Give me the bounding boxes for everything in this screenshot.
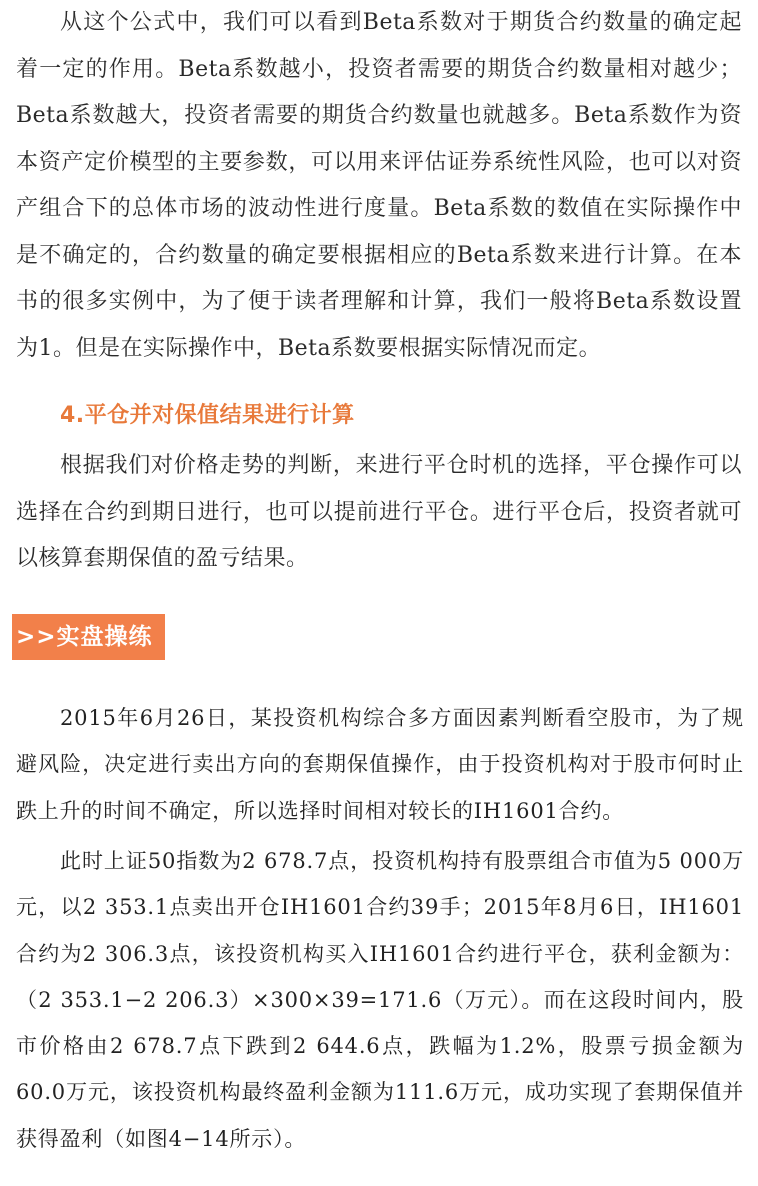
case-paragraph-1: 2015年6月26日，某投资机构综合多方面因素判断看空股市，为了规避风险，决定进行卖出方向的套期保值操作，由于投资机构对于股市何时止跌上升的时间不确定，所以选择时间相对较长的IH1601合约。	[16, 706, 744, 823]
case-paragraph-2: 此时上证50指数为2 678.7点，投资机构持有股票组合市值为5 000万元，以2 353.1点卖出开仓IH1601合约39手；2015年8月6日，IH1601合约为2 306.3点，该投资机构买入IH1601合约进行平仓，获利金额为：（2 353.1−2 206.3）×300×39=171.6（万元）。而在这段时间内，股市价格由2 678.7点下跌到2 644.6点，跌幅为1.2%，股票亏损金额为60.0万元，该投资机构最终盈利金额为111.6万元，成功实现了套期保值并获得盈利（如图4−14所示）。	[16, 849, 744, 1151]
practice-banner: >>实盘操练	[12, 614, 165, 660]
body-paragraph-beta: 从这个公式中，我们可以看到Beta系数对于期货合约数量的确定起着一定的作用。Beta系数越小，投资者需要的期货合约数量相对越少；Beta系数越大，投资者需要的期货合约数量也就越多。Beta系数作为资本资产定价模型的主要参数，可以用来评估证券系统性风险，也可以对资产组合下的总体市场的波动性进行度量。Beta系数的数值在实际操作中是不确定的，合约数量的确定要根据相应的Beta系数来进行计算。在本书的很多实例中，为了便于读者理解和计算，我们一般将Beta系数设置为1。但是在实际操作中，Beta系数要根据实际情况而定。	[16, 10, 742, 361]
section-heading: 4.平仓并对保值结果进行计算	[60, 403, 355, 428]
body-paragraph-close-position: 根据我们对价格走势的判断，来进行平仓时机的选择，平仓操作可以选择在合约到期日进行，也可以提前进行平仓。进行平仓后，投资者就可以核算套期保值的盈亏结果。	[16, 453, 742, 571]
